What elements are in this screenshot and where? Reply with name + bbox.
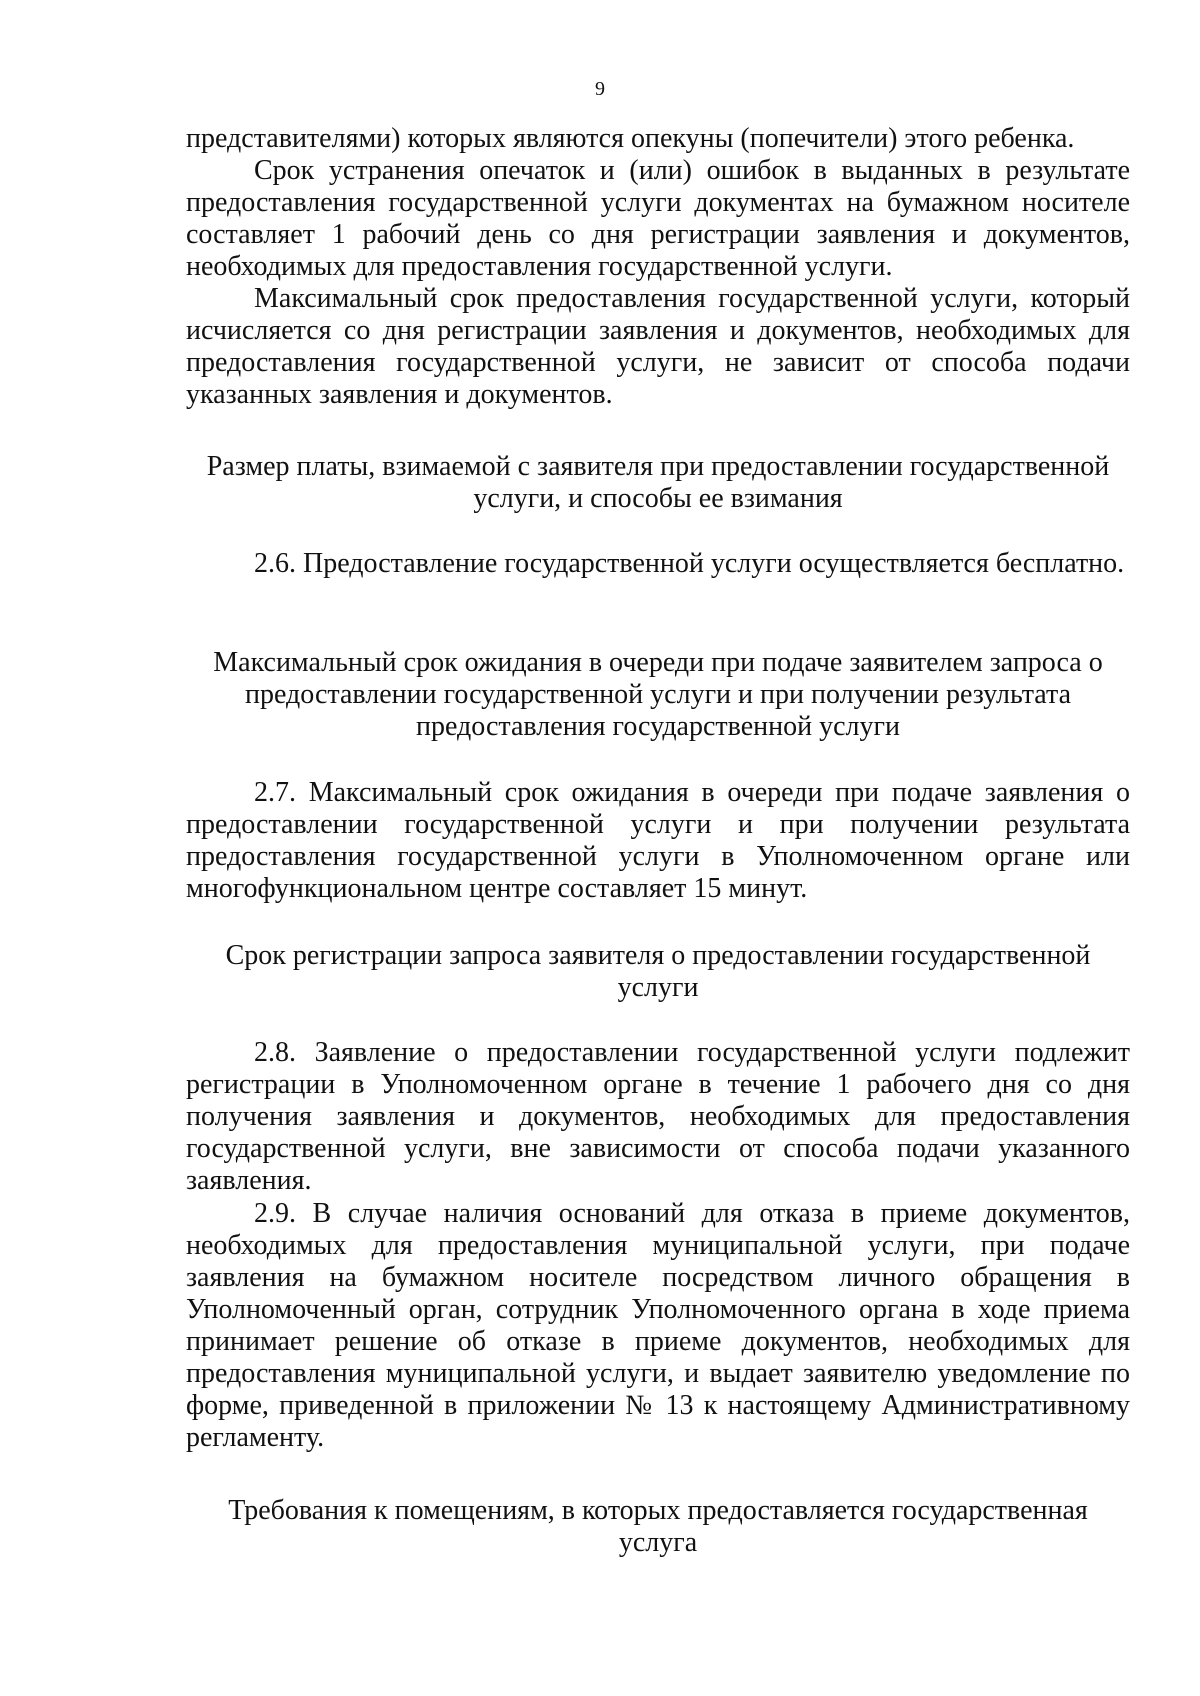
heading-line: Срок регистрации запроса заявителя о предоставлении государственной: [225, 940, 1091, 971]
paragraph-2-7: [186, 777, 1130, 905]
paragraph-2-8: [186, 1037, 1130, 1197]
section-heading-fee: [186, 451, 1130, 515]
heading-line: предоставлении государственной услуги и при получении результата: [244, 679, 1072, 710]
paragraph-max-service-term: [186, 283, 1130, 411]
heading-line: услуги, и способы ее взимания: [473, 483, 843, 514]
page-number: 9: [595, 78, 605, 100]
paragraph-2-6: [186, 548, 1130, 580]
paragraph-text: 2.8. Заявление о предоставлении государственной услуги подлежит регистрации в Уполномоченном органе в течение 1 рабочего дня со дня получения заявления и документов, необходимых для предоставления государственной услуги, вне зависимости от способа подачи указанного заявления.: [186, 1037, 1130, 1196]
paragraph-text: Максимальный срок предоставления государственной услуги, который исчисляется со дня регистрации заявления и документов, необходимых для предоставления государственной услуги, не зависит от способа подачи указанных заявления и документов.: [186, 283, 1130, 410]
paragraph-continuation: [186, 123, 1130, 155]
paragraph-text: 2.9. В случае наличия оснований для отказа в приеме документов, необходимых для предоставления муниципальной услуги, при подаче заявления на бумажном носителе посредством личного обращения в Уполномоченный орган, сотрудник Уполномоченного органа в ходе приема принимает решение об отказе в приеме документов, необходимых для предоставления муниципальной услуги, и выдает заявителю уведомление по форме, приведенной в приложении № 13 к настоящему Административному регламенту.: [186, 1198, 1130, 1453]
section-heading-registration-term: [186, 940, 1130, 1004]
heading-line: Максимальный срок ожидания в очереди при подаче заявителем запроса о: [213, 647, 1103, 678]
paragraph-typo-correction-term: [186, 155, 1130, 283]
section-heading-queue-wait: [186, 647, 1130, 743]
paragraph-text: Срок устранения опечаток и (или) ошибок в выданных в результате предоставления государственной услуги документах на бумажном носителе составляет 1 рабочий день со дня регистрации заявления и документов, необходимых для предоставления государственной услуги.: [186, 155, 1130, 282]
paragraph-text: 2.6. Предоставление государственной услуги осуществляется бесплатно.: [254, 548, 1125, 579]
heading-line: Требования к помещениям, в которых предоставляется государственная: [228, 1495, 1088, 1526]
section-heading-premises-requirements: [186, 1495, 1130, 1559]
paragraph-text: 2.7. Максимальный срок ожидания в очереди при подаче заявления о предоставлении государственной услуги и при получении результата предоставления государственной услуги в Уполномоченном органе или многофункциональном центре составляет 15 минут.: [186, 777, 1130, 904]
heading-line: предоставления государственной услуги: [416, 711, 900, 742]
paragraph-2-9: [186, 1198, 1130, 1454]
heading-line: услуга: [618, 1527, 698, 1558]
paragraph-text: представителями) которых являются опекуны (попечители) этого ребенка.: [186, 123, 1075, 154]
heading-line: Размер платы, взимаемой с заявителя при предоставлении государственной: [206, 451, 1110, 482]
heading-line: услуги: [617, 972, 699, 1003]
